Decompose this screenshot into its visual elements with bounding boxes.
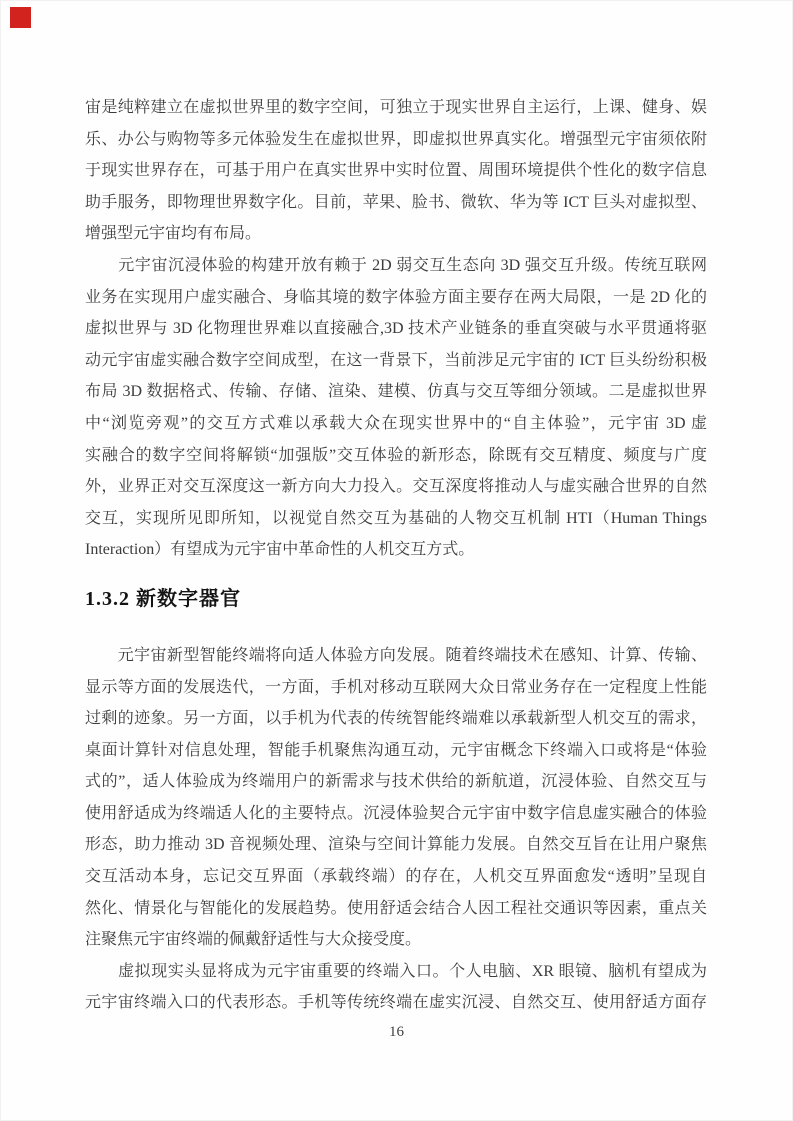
text-line: 元宇宙终端入口的代表形态。手机等传统终端在虚实沉浸、自然交互、使用舒适方面存 (85, 994, 707, 1012)
text-line: 于现实世界存在，可基于用户在真实世界中实时位置、周围环境提供个性化的数字信息 (85, 162, 707, 180)
text-line: 使用舒适成为终端适人化的主要特点。沉浸体验契合元宇宙中数字信息虚实融合的体验 (85, 804, 707, 822)
paragraph (85, 956, 707, 1019)
text-line: 外，业界正对交互深度这一新方向大力投入。交互深度将推动人与虚实融合世界的自然 (85, 478, 707, 496)
text-line: 实融合的数字空间将解锁“加强版”交互体验的新形态，除既有交互精度、频度与广度 (85, 446, 707, 464)
text-line: 元宇宙沉浸体验的构建开放有赖于 2D 弱交互生态向 3D 强交互升级。传统互联网 (85, 256, 707, 274)
text-line: 中“浏览旁观”的交互方式难以承载大众在现实世界中的“自主体验”，元宇宙 3D 虚 (85, 414, 707, 432)
text-line: 然化、情景化与智能化的发展趋势。使用舒适会结合人因工程社交通识等因素，重点关 (85, 899, 707, 917)
text-line: 动元宇宙虚实融合数字空间成型，在这一背景下，当前涉足元宇宙的 ICT 巨头纷纷积极 (85, 351, 707, 369)
text-line: 虚拟现实头显将成为元宇宙重要的终端入口。个人电脑、XR 眼镜、脑机有望成为 (85, 962, 707, 980)
text-line: 虚拟世界与 3D 化物理世界难以直接融合,3D 技术产业链条的垂直突破与水平贯通将驱 (85, 320, 707, 338)
text-line: 助手服务，即物理世界数字化。目前，苹果、脸书、微软、华为等 ICT 巨头对虚拟型、 (85, 193, 707, 211)
red-square-marker (10, 7, 31, 28)
text-line: 宙是纯粹建立在虚拟世界里的数字空间，可独立于现实世界自主运行，上课、健身、娱 (85, 99, 707, 116)
text-line: 桌面计算针对信息处理，智能手机聚焦沟通互动，元宇宙概念下终端入口或将是“体验 (85, 741, 707, 759)
text-line: 增强型元宇宙均有布局。 (85, 225, 262, 243)
paragraph (85, 92, 707, 250)
text-line: 式的”，适人体验成为终端用户的新需求与技术供给的新航道，沉浸体验、自然交互与 (85, 773, 707, 791)
text-line: 注聚焦元宇宙终端的佩戴舒适性与大众接受度。 (85, 931, 422, 949)
text-line: 显示等方面的发展迭代，一方面，手机对移动互联网大众日常业务存在一定程度上性能 (85, 678, 707, 696)
page-content (85, 92, 707, 1019)
section-before-heading (85, 92, 707, 566)
text-line: 业务在实现用户虚实融合、身临其境的数字体验方面主要存在两大局限，一是 2D 化的 (85, 288, 707, 306)
text-line: 过剩的迹象。另一方面，以手机为代表的传统智能终端难以承载新型人机交互的需求， (85, 710, 707, 728)
text-line: 交互，实现所见即所知，以视觉自然交互为基础的人物交互机制 HTI（Human Things (85, 509, 707, 527)
section-after-heading (85, 640, 707, 1019)
paragraph (85, 250, 707, 566)
page-number: 16 (389, 1024, 404, 1040)
text-line: 乐、办公与购物等多元体验发生在虚拟世界，即虚拟世界真实化。增强型元宇宙须依附 (85, 130, 707, 148)
section-heading: 1.3.2 新数字器官 (85, 587, 241, 610)
text-line: 元宇宙新型智能终端将向适人体验方向发展。随着终端技术在感知、计算、传输、 (85, 646, 707, 664)
paragraph (85, 640, 707, 956)
text-line: Interaction）有望成为元宇宙中革命性的人机交互方式。 (85, 541, 475, 559)
text-line: 交互活动本身，忘记交互界面（承载终端）的存在，人机交互界面愈发“透明”呈现自 (85, 868, 707, 886)
text-line: 形态，助力推动 3D 音视频处理、渲染与空间计算能力发展。自然交互旨在让用户聚焦 (85, 836, 707, 854)
text-line: 布局 3D 数据格式、传输、存储、渲染、建模、仿真与交互等细分领域。二是虚拟世界 (85, 383, 707, 401)
